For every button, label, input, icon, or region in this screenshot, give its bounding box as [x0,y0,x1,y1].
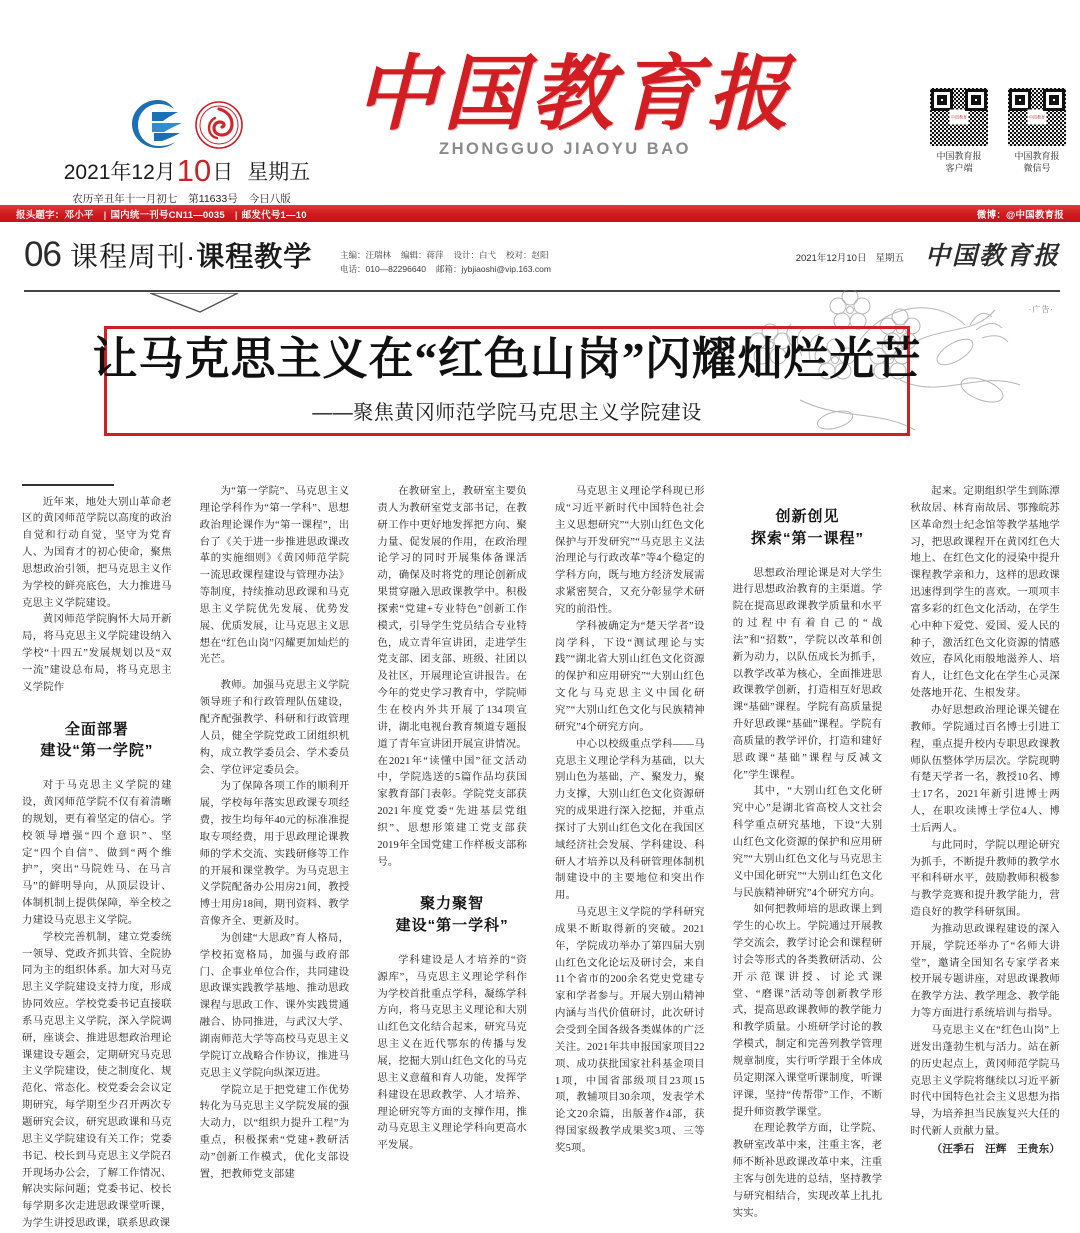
masthead [0,0,1080,205]
article-column [555,484,705,1154]
masthead-pages: 今日八版 [248,193,291,206]
article-paragraph: 在教研室上，教研室主要负责人为教研室党支部书记，在教研工作中更好地发挥把方向、聚力量、促发展的作用，在政治理论学习的同时开展集体备课活动，确保及时将党的理论创新成果贯穿融入思政课教学中。积极探索“党建+专业特色”创新工作模式，引导学生党员结合专业特色，成立青年宣讲团，走进学生党支部、团支部、班级、社团以及社区，开展理论宣讲报告。在今年的党史学习教育中，学院师生在校内外共开展了134项宣讲，湖北电视台教育频道专题报道了青年宣讲团开展宣讲情况。在2021年“读懂中国”征文活动中，学院选送的5篇作品均获国家教育部门表彰。学院党支部获2021年度党委“先进基层党组织”、思想形策建工党支部获2019年全国党建工作样板支部称号。 [377,486,528,868]
qr-wechat[interactable] [1006,88,1068,174]
credits-line-1 [340,249,561,263]
info-divider: | [103,209,107,221]
article-subheading-line1: 创新创见 [775,508,840,525]
headline-box [92,326,922,436]
article-column [199,484,350,1180]
section-date-text: 2021年12月10日 [795,253,867,264]
section-paper-name: 中国教育报 [924,243,1060,270]
qr-app[interactable] [928,88,990,174]
article-byline: （汪季石 汪辉 王贵东） [931,1142,1061,1155]
article-subheading-line1: 全面部署 [64,720,129,738]
article-paragraph: 马克思主义理论学科现已形成“习近平新时代中国特色社会主义思想研究”“大别山红色文化保护与开发研究”“马克思主义法治理论与行政改革”等4个稳定的学科方向，既与地方经济发展需求紧密契合，又充分彰显学术研究的前沿性。 [555,486,705,615]
article-paragraph: 马克思主义学院的学科研究成果不断取得新的突破。2021年，学院成功举办了第四届大别山红色文化论坛及研讨会，来自11个省市的200余名党史党建专家和学者参与。开展大别山精神内涵与当代价值研讨，此次研讨会受到全国各级各类媒体的广泛关注。2021年共申报国家项目22项、成功获批国家社科基金项目1项，中国省部级项目23项15项，教辅项目30余项，发表学术论文20余篇，出版著作4部，获得国家级教学成果奖3项、三等奖5项。 [555,907,705,1154]
section-credits [340,249,561,276]
article-subheading-line2: 探索“第一课程” [751,529,865,547]
masthead-lunar: 农历辛丑年十一月初七 [72,193,178,206]
masthead-issue: 第11633号 [188,193,238,206]
credit-phone: 电话：010—82296640 [340,263,427,274]
article-column [910,484,1061,1155]
article-subheading-line2: 建设“第一学科” [395,917,509,935]
headline-sub: ——聚焦黄冈师范学院马克思主义学院建设 [312,401,702,424]
article-paragraph: 与此同时，学院以理论研究为抓手，不断提升教师的教学水平和科研水平，鼓励教师积极参与教学竞赛和提升教学能力，营造良好的教学科研氛围。 [910,839,1061,919]
article-subheading-line1: 聚力聚智 [420,895,485,913]
info-post-code: 邮发代号1—10 [241,209,307,221]
headline-main: 让马克思主义在“红色山岗”闪耀灿烂光芒 [92,334,922,385]
paper-title-chinese: 中国教育报 [355,49,795,140]
article-column [732,484,883,1219]
masthead-date [22,154,352,188]
info-cn-number: 国内统一刊号CN11—0035 [110,209,225,221]
qr-app-label [928,150,990,174]
anniversary-seal-icon [194,100,244,150]
section-weekday: 星期五 [875,253,904,264]
article-columns [22,484,1061,1230]
article-subheading [733,506,883,550]
article-paragraph: 学科建设是人才培养的“资源库”，马克思主义理论学科作为学校首批重点学科，凝练学科方向，将马克思主义理论和大别山红色文化结合起来，研究马克思主义在近代鄂东的传播与发展，挖掘大别山红色文化的马克思主义意蕴和育人功能，发挥学科建设在思政教学、人才培养、理论研究等方面的支撑作用，推动马克思主义理论学科向更高水平发展。 [377,954,528,1152]
qr-wechat-label-line2: 微信号 [1023,163,1051,174]
headline-area [0,300,1080,475]
credits-line-2 [340,263,561,277]
column-spacer [200,669,350,678]
article-subheading [22,719,172,763]
credit-designer: 设计：白弋 [453,250,497,260]
article-subheading [377,893,527,937]
qr-wechat-label-line1: 中国教育报 [1014,151,1060,161]
masthead-weekday: 星期五 [247,161,311,184]
article-paragraph: 对于马克思主义学院的建设，黄冈师范学院不仅有着清晰的规划，更有着坚定的信心。学校领导增强“四个意识”、坚定“四个自信”、做到“两个维护”，突出“马院姓马、在马言马”的鲜明导向，从顶层设计、体制机制上提供保障，举全校之力建设马克思主义学院。 [22,780,172,926]
article-paragraph: 教师。加强马克思主义学院领导班子和行政管理队伍建设，配齐配强教学、科研和行政管理人员，健全学院党政工团组织机构，成立教学委员会、学术委员会、学位评定委员会。 [199,680,350,776]
qr-code-icon[interactable] [1008,88,1066,146]
advertisement-tag: ·广告· [1028,305,1054,314]
qr-center-logo: 中国教育 [950,110,969,125]
section-name-bold: 课程教学 [196,241,313,273]
qr-code-group [928,88,1068,174]
article-column [377,484,528,1152]
qr-wechat-label [1006,150,1068,174]
article-paragraph: 为推动思政课程建设的深入开展，学院还举办了“名师大讲堂”，邀请全国知名专家学者来校开展专题讲座，对思政课教师在教学方法、教学理念、教学能力等方面进行系统培训与指导。 [910,923,1061,1020]
masthead-info-bar [0,205,1080,222]
article-paragraph: 在理论教学方面，让学院、教研室改革中来，注重主客，老师不断补思政课改革中来，注重主客与创先进的总结，坚持教学与研究相结合，实现改革上扎扎实实。 [732,1123,883,1219]
info-calligrapher: 报头题字：邓小平 [16,209,94,221]
info-weibo: 微博：@中国教育报 [976,209,1064,221]
article-paragraph: 学校完善机制，建立党委统一领导、党政齐抓共管、全院协同为主的组织体系。加大对马克思主义学院建设支持力度，形成协同效应。学校党委书记直接联系马克思主义学院，深入学院调研，座谈会、推进思想政治理论课建设专题会，定期研究马克思主义学院建设，使之制度化、规范化、常态化。校党委会会议定期研究，每学期至少召开两次专题研究会议，研究思政课和马克思主义学院建设有关工作；党委书记、校长到马克思主义学院召开现场办公会，了解工作情况、解决实际问题；党委书记、校长每学期多次走进思政课堂听课，为学生讲授思政课，联系思政课 [22,931,172,1230]
section-divider [24,290,1060,292]
section-title-group [24,235,313,274]
section-header [0,236,1080,298]
masthead-subline [22,191,352,206]
article-paragraph: 起来。定期组织学生到陈潭秋故居、林育南故居、鄂豫皖苏区革命烈士纪念馆等教学基地学习，把思政课程开在黄冈红色大地上、在红色文化的浸染中提升课程教学亲和力，这样的思政课迅速得到学生的喜欢。一项项丰富多彩的红色文化活动，在学生心中种下爱党、爱国、爱人民的种子，激活红色文化资源的情感效应，春风化雨般地滋养人、培育人，让红色文化在学生心灵深处落地开花、生根发芽。 [910,486,1061,700]
masthead-date-ym: 2021年12月 [63,161,176,184]
section-header-right [796,244,1060,269]
article-paragraph: 为“第一学院”、马克思主义理论学科作为“第一学科”、思想政治理论课作为“第一课程”，出台了《关于进一步推进思政课改革的实施细则》《黄冈师范学院一流思政课程建设与管理办法》等制度，持续推动思政课和马克思主义学院优先发展、优势发展、优质发展，让马克思主义思想在“红色山岗”闪耀更加灿烂的光芒。 [199,486,350,666]
article-paragraph: 办好思想政治理论课关键在教师。学院通过百名博士引进工程，重点提升校内专职思政课教师队伍整体学历层次。学院现聘有楚天学者一名，教授10名、博士17名，2021年新引进博士两人，在职攻读博士学位4人、博士后两人。 [910,704,1061,834]
article-paragraph: 思想政治理论课是对大学生进行思想政治教育的主渠道。学院在提高思政课教学质量和水平的过程中有着自己的“战法”和“招数”，学院以改革和创新为动力，以队伍成长为抓手，以教学改革为核心，全面推进思政课教学创新，打造相互好思政课“基础”课程。学院有高质量提升好思政课“基础”课程。学院有高质量的教学评价，打造和建好思政课“基础”课程与反减文化”学生课程。 [732,567,883,781]
masthead-title-block [355,49,795,159]
paper-logo-blue-icon [130,98,186,150]
article-paragraph: 学科被确定为“楚天学者”设岗学科，下设“测试理论与实践”“湖北省大别山红色文化资源的保护和应用研究”“大别山红色文化与马克思主义中国化研究”“大别山红色文化与民族精神研究”4个研究方向。 [555,620,705,733]
masthead-date-day: 10 [176,153,212,188]
masthead-logos [22,98,352,150]
section-name-plain: 课程周刊 [69,241,186,273]
article-paragraph: 近年来，地处大别山革命老区的黄冈师范学院以高度的政治自觉和行动自觉，坚守为党育人、为国育才的初心使命，聚焦思想政治引领，把马克思主义作为学校的鲜亮底色，大力推进马克思主义学院建设。 [22,496,172,609]
article-paragraph: 学院立足于把党建工作优势转化为马克思主义学院发展的强大动力，以“组织力提升工程”为重点，积极探索“党建+教研活动”创新工作模式，优化支部设置，把教师党支部建 [199,1084,350,1180]
qr-app-label-line1: 中国教育报 [936,151,982,161]
credit-email: 邮箱：jybjiaoshi@vip.163.com [436,263,551,274]
credit-chief-editor: 主编：汪瑞林 [340,250,392,260]
article-paragraph: 其中，“大别山红色文化研究中心”是湖北省高校人文社会科学重点研究基地，下设“大别山红色文化资源的保护和应用研究”“大别山红色文化与马克思主义中国化研究”“大别山红色文化与民族精神研究”4个研究方向。 [732,786,883,899]
article-paragraph: 中心以校级重点学科——马克思主义理论学科为基础，以大别山色为基础，产、聚发力，聚力支撑，大别山红色文化资源研究的成果进行深入挖掘，并重点探讨了大别山红色文化在我国区域经济社会发展、学科建设、科研人才培养以及科研管理体制机制建设中的主要地位和突出作用。 [555,738,705,902]
credit-editor: 编辑：蒋萍 [401,250,444,260]
masthead-date-day-unit: 日 [212,161,234,184]
article-paragraph: 如何把教师培的思政课上到学生的心坎上。学院通过开展教学交流会，教学讨论会和课程研讨会等形式的各类教研活动、公开示范课讲授、讨论式课堂、“磨课”活动等创新教学形式，提高思政课教师的教学能力和教学质量。小班研学讨论的教学模式，制定和完善列教学管理规章制度，实行听学跟于全体成员定期深入课堂听课制度，听课评课，坚持“传帮带”工作，不断提升师资教学课堂。 [732,904,883,1118]
info-bar-left [16,207,311,221]
section-name [70,243,312,271]
section-name-dot: · [185,241,197,273]
article-paragraph: 黄冈师范学院胸怀大局开新局，将马克思主义学院建设纳入学校“十四五”发展规划以及“双一流”建设总布局，将马克思主义学院作 [22,614,172,693]
article-paragraph: 马克思主义在“红色山岗”上迸发出蓬勃生机与活力。站在新的历史起点上，黄冈师范学院马克思主义学院将继续以习近平新时代中国特色社会主义思想为指导，为培养担当民族复兴大任的时代新人贡献力量。 [910,1025,1061,1138]
article-column [22,484,172,1230]
masthead-date-block [22,98,352,206]
credit-proofreader: 校对：赵阳 [506,250,549,260]
page-number: 06 [24,235,61,274]
paper-title-pinyin: ZHONGGUO JIAOYU BAO [439,140,691,159]
qr-center-logo: 中国教育 [1028,110,1047,125]
qr-app-label-line2: 客户端 [945,163,973,174]
article-subheading-line2: 建设“第一学院” [40,742,154,760]
column-top-rule [22,484,114,486]
section-date [796,250,913,269]
qr-code-icon[interactable] [930,88,988,146]
article-paragraph: 为了保障各项工作的顺利开展，学校每年落实思政课专项经费，按生均每年40元的标准准提取专项经费，用于思政理论课教师的学术交流、实践研修等工作的开展和课堂教学。为马克思主义学院配备办公用房21间，教授博士用房18间，期刊资料、教学音像齐全、更新及时。 [199,781,350,928]
info-divider: | [234,209,238,221]
article-paragraph: 为创建“大思政”育人格局，学校拓宽格局，加强与政府部门、企事业单位合作，共同建设思政课实践教学基地、推动思政课程与思政工作、课外实践贯通融合、协同推进，与武汉大学、湖南师范大学等高校马克思主义学院订立战略合作协议，推进马克思主义学院向纵深迈进。 [199,932,350,1079]
